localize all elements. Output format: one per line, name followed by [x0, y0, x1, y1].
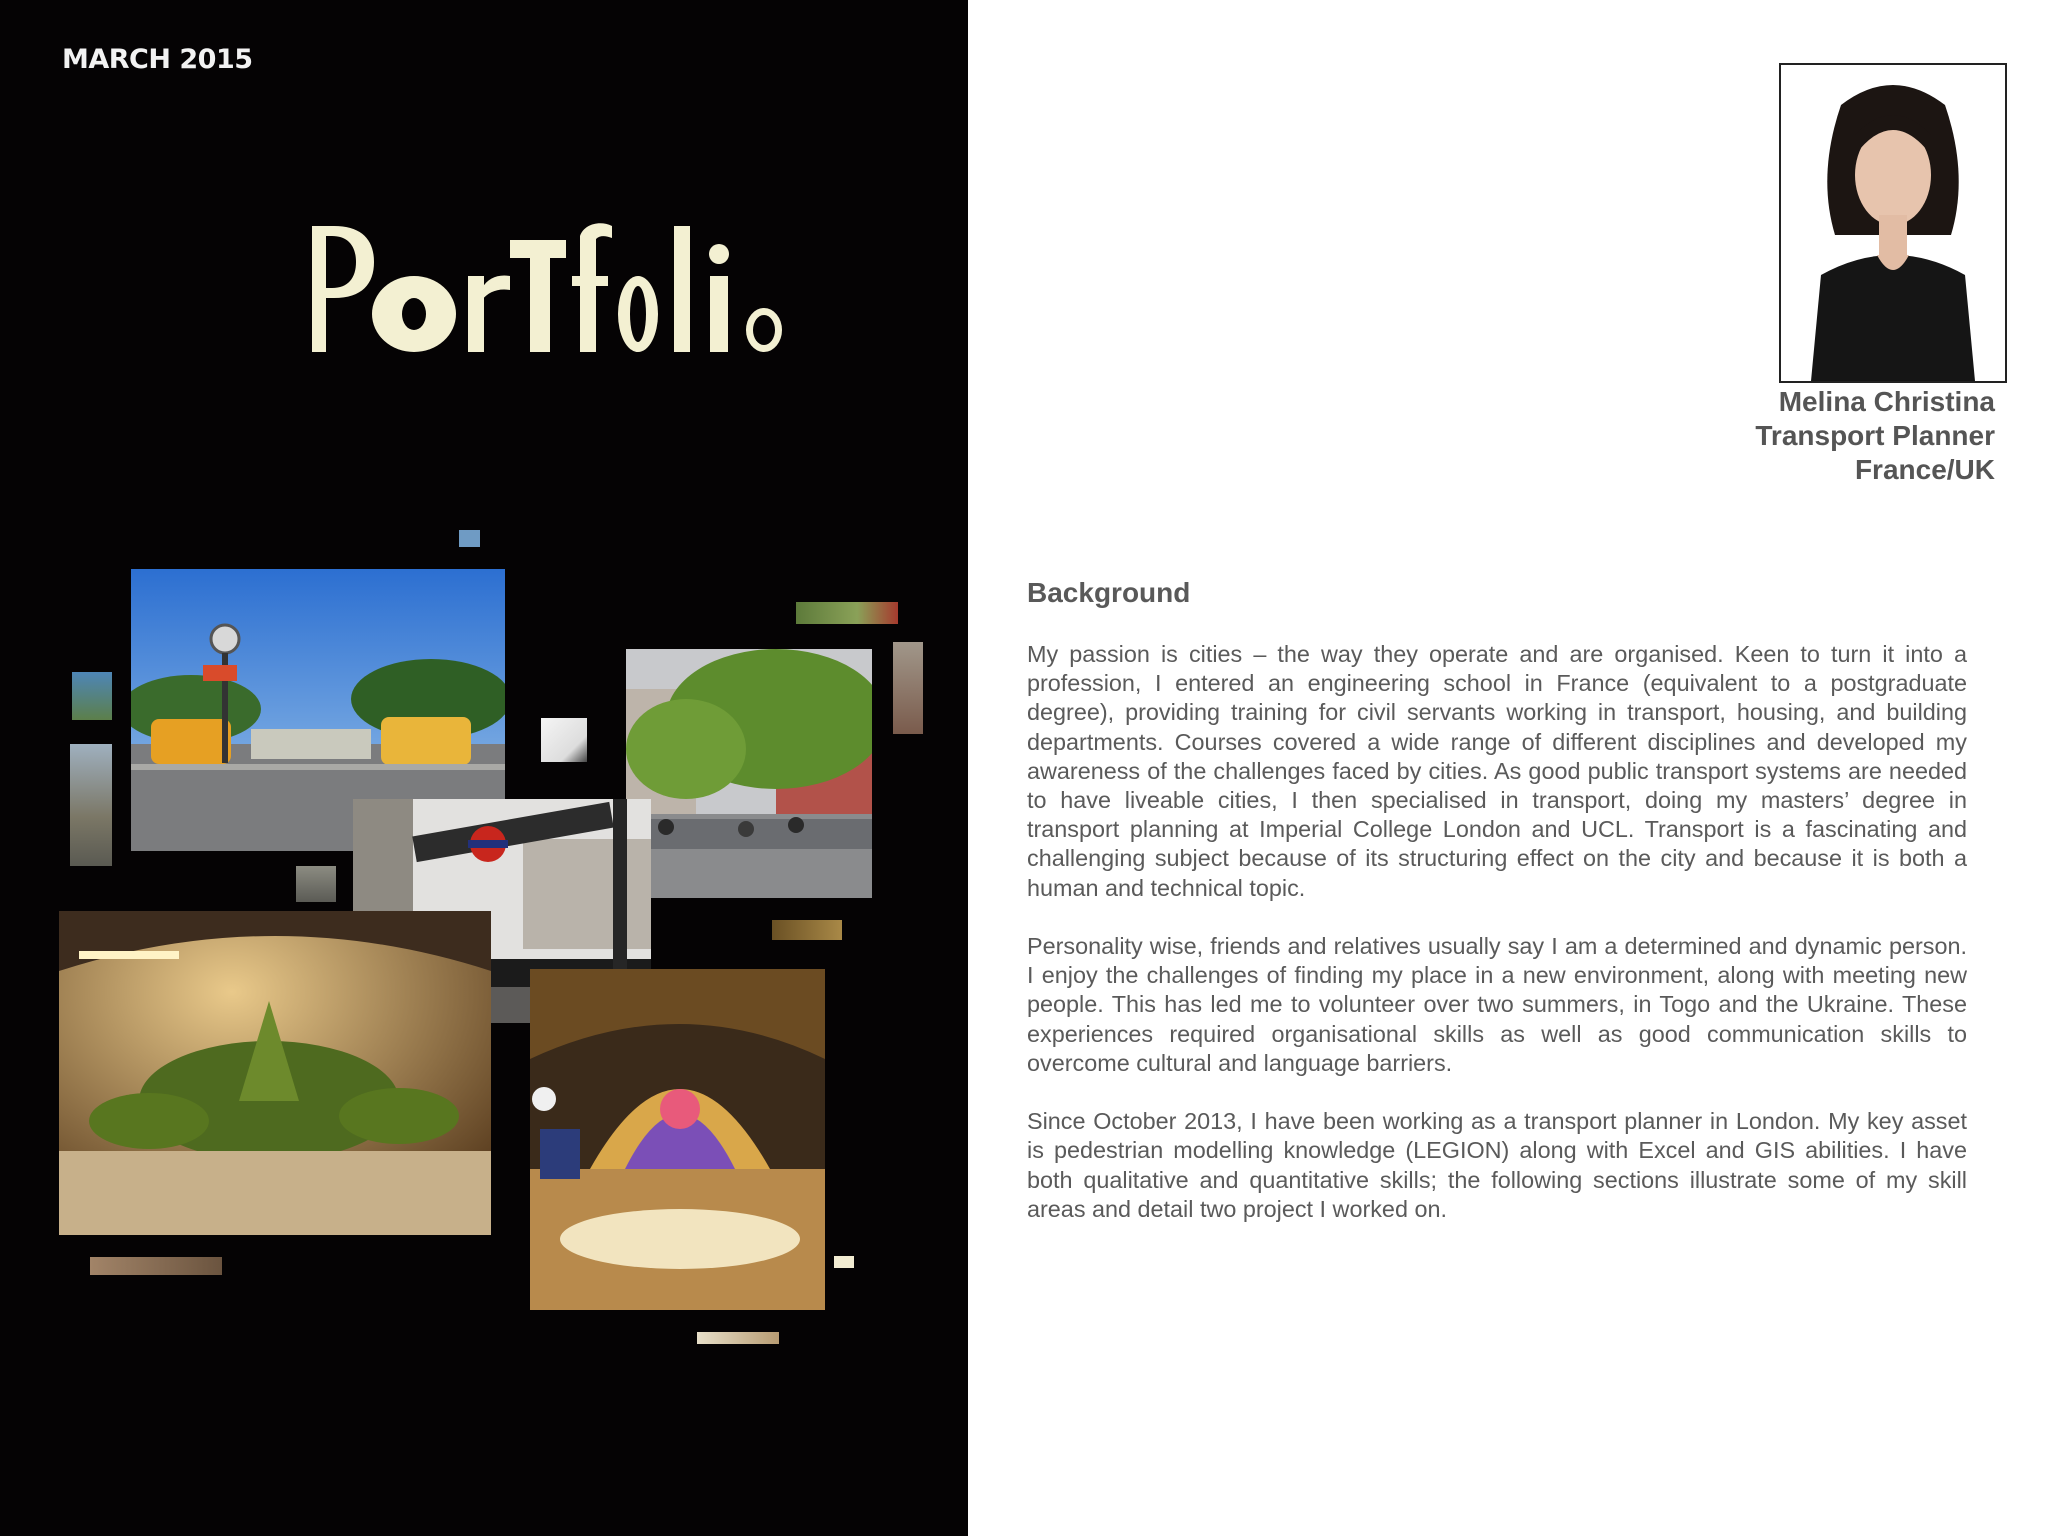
profile-info: [1755, 385, 1995, 487]
fragment-tile: [697, 1332, 779, 1344]
background-text: [1027, 640, 1967, 1253]
profile-location: France/UK: [1854, 454, 1995, 485]
fragment-tile: [72, 672, 112, 720]
fragment-tile: [541, 718, 587, 762]
fragment-tile: [296, 866, 336, 902]
profile-name: Melina Christina: [1778, 386, 1995, 417]
bio-paragraph: Personality wise, friends and relatives usually say I am a determined and dynamic person. I enjoy the challenges of finding my place in a new environment, along with meeting new people. This has led me to volunteer over two summers, in Togo and the Ukraine. These experiences required organisational skills as well as good communication skills to overcome cultural and language barriers.: [1027, 933, 1967, 1076]
photo-plaza-trees: [626, 649, 872, 898]
fragment-tile: [90, 1257, 222, 1275]
profile-role: Transport Planner: [1755, 420, 1995, 451]
fragment-tile: [459, 530, 480, 547]
cover-date: MARCH 2015: [62, 44, 253, 75]
fragment-tile: [893, 642, 923, 734]
bio-paragraph: My passion is cities – the way they operate and are organised. Keen to turn it into a profession, I entered an engineering school in France (equivalent to a postgraduate degree), providing training for civil servants working in transport, housing, and building departments. Courses covered a wide range of different disciplines and developed my awareness of the challenges faced by cities. As good public transport systems are needed to have liveable cities, I then specialised in transport, doing my masters’ degree in transport planning at Imperial College London and UCL. Transport is a fascinating and challenging subject because of its structuring effect on the city and because it is both a human and technical topic.: [1027, 641, 1967, 901]
portfolio-title: [306, 206, 866, 391]
fragment-tile: [796, 602, 898, 624]
photo-indoor-garden: [59, 911, 491, 1235]
portfolio-title-lettering: [306, 206, 866, 366]
fragment-tile: [834, 1256, 854, 1268]
section-heading: Background: [1027, 577, 1191, 608]
fragment-tile: [772, 920, 842, 940]
cover-panel: [0, 0, 968, 1536]
fragment-tile: [70, 744, 112, 866]
bio-paragraph: Since October 2013, I have been working as a transport planner in London. My key asset is pedestrian modelling knowledge (LEGION) along with Excel and GIS abilities. I have both qualitative and quantitative skills; the following sections illustrate some of my skill areas and detail two project I worked on.: [1027, 1108, 1967, 1222]
photo-station-hall: [530, 969, 825, 1310]
profile-photo: [1779, 63, 2007, 383]
